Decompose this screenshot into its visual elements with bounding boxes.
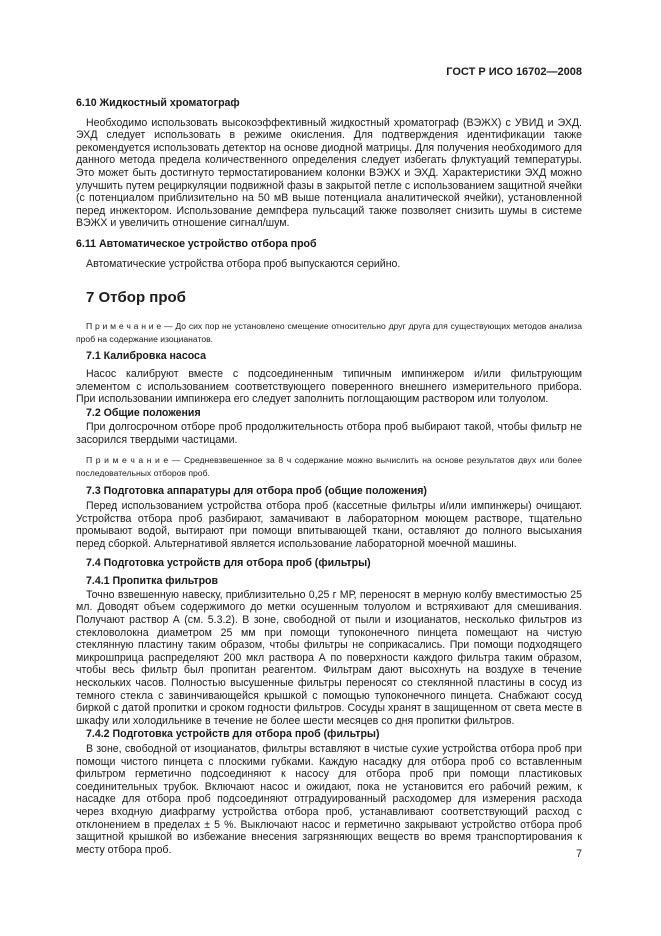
paragraph-7-2: При долгосрочном отборе проб продолжительность отбора проб выбирают такой, чтобы фильтр не засорился твердыми частицами. [76,421,582,446]
paragraph-7-3: Перед использованием устройства отбора проб (кассетные фильтры и/или импинжеры) очищают. Устройства отбора проб разбирают, замачивают в лабораторном моющем растворе, тщательно промывают водой, вытирают при помощи впитывающей ткани, оставляют до полного высыхания перед сборкой. Альтернативой является использование лабораторной моечной машины. [76,500,582,551]
note-text: До сих пор не установлено смещение относительно друг друга для существующих методов анализа проб на содержание изоцианатов. [76,321,582,344]
note-7-2 [76,454,582,479]
page-number: 7 [576,848,582,860]
heading-7-3: 7.3 Подготовка аппаратуры для отбора проб (общие положения) [86,484,427,497]
paragraph-7-4-1: Точно взвешенную навеску, приблизительно 0,25 г МР, переносят в мерную колбу вместимостью 25 мл. Доводят объем содержимого до метки осушенным толуолом и встряхивают для смешивания. Получают раствор А (см. 5.3.2). В зоне, свободной от пыли и изоцианатов, несколько фильтров из стекловолокна диаметром 25 мм при помощи тупоконечного пинцета помещают на чистую стеклянную пластину таким образом, чтобы фильтры не соприкасались. При помощи подходящего микрошприца распределяют 200 мкл раствора А по поверхности каждого фильтра таким образом, чтобы весь фильтр был пропитан реагентом. Фильтрам дают высохнуть на воздухе в течение нескольких часов. Полностью высушенные фильтры переносят со стеклянной пластины в сосуд из темного стекла с завинчивающейся крышкой с помощью тупоконечного пинцета. Снабжают сосуд биркой с датой пропитки и сроком годности фильтров. Сосуды хранят в защищенном от света месте в шкафу или холодильнике в течение не более шести месяцев со дня пропитки фильтров. [76,588,582,727]
heading-7-2: 7.2 Общие положения [86,406,201,419]
heading-7-4-2: 7.4.2 Подготовка устройств для отбора проб (фильтры) [86,728,380,741]
paragraph-7-4-2: В зоне, свободной от изоцианатов, фильтры вставляют в чистые сухие устройства отбора проб при помощи чистого пинцета с плоскими губками. Каждую насадку для отбора проб со вставленным фильтром герметично подсоединяют к насосу для отбора проб при помощи пластиковых соединительных трубок. Включают насос и ожидают, пока не установится его рабочий режим, к насадке для отбора проб подсоединяют отградуированный расходомер для измерения расхода через входную диафрагму устройства отбора проб, устанавливают соответствующий расход с отклонением в пределах ± 5 %. Выключают насос и герметично закрывают устройство отбора проб защитной крышкой во избежание внесения загрязняющих веществ во время транспортирования к месту отбора проб. [76,742,582,856]
heading-7-4: 7.4 Подготовка устройств для отбора проб (фильтры) [86,556,371,569]
heading-7-4-1: 7.4.1 Пропитка фильтров [86,575,219,588]
heading-7-1: 7.1 Калибровка насоса [86,350,206,363]
paragraph-6-11: Автоматические устройства отбора проб выпускаются серийно. [86,257,401,270]
document-id-header: ГОСТ Р ИСО 16702—2008 [446,66,582,78]
paragraph-7-1: Насос калибруют вместе с подсоединенным типичным импинжером и/или фильтрующим элементом с использованием соответствующего поверенного внешнего измерительного прибора. При использовании импинжера его следует заполнить поглощающим раствором или толуолом. [76,367,582,406]
note-label: П р и м е ч а н и е — [86,321,173,332]
page-content [76,97,582,856]
heading-7: 7 Отбор проб [86,289,186,307]
note-7 [76,320,582,345]
paragraph-6-10: Необходимо использовать высокоэффективный жидкостный хроматограф (ВЭЖХ) с УВИД и ЭХД. ЭХД следует использовать в режиме окисления. Для подтверждения идентификации также рекомендуется использовать детектор на основе диодной матрицы. Для получения необходимого для данного метода предела количественного определения следует избегать флуктуаций температуры. Это может быть достигнуто термостатированием колонки ВЭЖХ и ЭХД. Характеристики ЭХД можно улучшить путем рециркуляции подвижной фазы в закрытой петле с использованием защитной ячейки (с потенциалом приблизительно на 50 мВ выше потенциала аналитической ячейки), установленной перед инжектором. Использование демпфера пульсаций также позволяет снизить шумы в системе ВЭЖХ и увеличить отношение сигнал/шум. [76,116,582,230]
note-label: П р и м е ч а н и е — [86,455,181,466]
note-text: Средневзвешенное за 8 ч содержание можно вычислить на основе результатов двух или более последовательных отборов проб. [76,455,582,479]
heading-6-11: 6.11 Автоматическое устройство отбора проб [76,237,317,250]
heading-6-10: 6.10 Жидкостный хроматограф [76,97,240,109]
